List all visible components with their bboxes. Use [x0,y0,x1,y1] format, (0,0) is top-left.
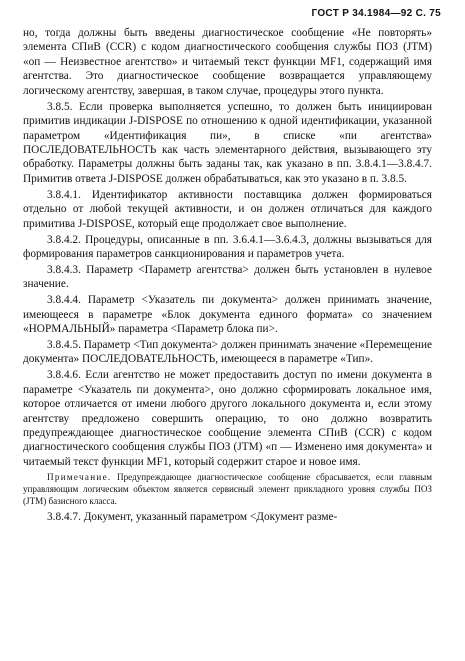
document-body [23,26,432,526]
paragraph-3-8-4-4: 3.8.4.4. Параметр <Указатель пи документа> должен принимать значение, имеющееся в параметре «Блок документа единого формата» со значением «НОРМАЛЬНЫЙ» параметра <Параметр блока пи>. [23,294,432,336]
paragraph-3-8-4-3: 3.8.4.3. Параметр <Параметр агентства> должен быть установлен в нулевое значение. [23,263,432,291]
paragraph-intro: но, тогда должны быть введены диагностическое сообщение «Не повторять» элемента СПиВ (CCR) с кодом диагностического сообщения службы ПОЗ (JTM) «оп — Неизвестное агентство» и читаемый текст функции MF1, содержащий имя агентства. Это диагностическое сообщение возвращается управляющему логическому агентству, завершая, в таком случае, процедуры этого пункта. [23,27,432,97]
paragraph-3-8-4-5: 3.8.4.5. Параметр <Тип документа> должен принимать значение «Перемещение документа» ПОСЛЕДОВАТЕЛЬНОСТЬ, имеющееся в параметре «Тип». [23,338,433,366]
note [23,472,432,507]
paragraph-3-8-4-6: 3.8.4.6. Если агентство не может предоставить доступ по имени документа в параметре <Указатель пи документа>, оно должно сформировать локальное имя, которое отличается от имени любого другого локального документа и, если этому агентству предложено совершить операцию, то оно должно возвратить предупреждающее диагностическое сообщение элемента СПиВ (CCR) с кодом диагностического сообщения службы ПОЗ (JTM) «п — Изменено имя документа» и читаемый текст функции MF1, который содержит старое и новое имя. [23,369,432,468]
paragraph-3-8-4-1: 3.8.4.1. Идентификатор активности поставщика должен формироваться отдельно от любой текущей активности, и он должен отличаться для каждого примитива J-DISPOSE, который еще продолжает свое выполнение. [23,188,432,230]
note-label: Примечание. [47,472,112,483]
paragraph-3-8-5: 3.8.5. Если проверка выполняется успешно, то должен быть инициирован примитив индикации J-DISPOSE по отношению к одной идентификации, указанной параметром «Идентификация пи», в списке «пи агентства» ПОСЛЕДОВАТЕЛЬНОСТЬ как часть элементарного действия, вызывающего эту обработку. Параметры должны быть заданы так, как указано в пп. 3.8.4.1—3.8.4.7. Примитив ответа J-DISPOSE должен обрабатываться, как это указано в п. 3.8.5. [23,100,432,185]
paragraph-3-8-4-7: 3.8.4.7. Документ, указанный параметром <Документ разме- [47,511,338,524]
page-header: ГОСТ Р 34.1984—92 С. 75 [311,8,441,19]
paragraph-3-8-4-2: 3.8.4.2. Процедуры, описанные в пп. 3.6.4.1—3.6.4.3, должны вызываться для формирования параметров санкционирования и параметров учета. [23,233,432,260]
note-text: Предупреждающее диагностическое сообщение сбрасывается, если главным управляющим логическим объектом является сервисный элемент прикладного уровня службы ПОЗ (JTM) базисного класса. [23,472,432,506]
